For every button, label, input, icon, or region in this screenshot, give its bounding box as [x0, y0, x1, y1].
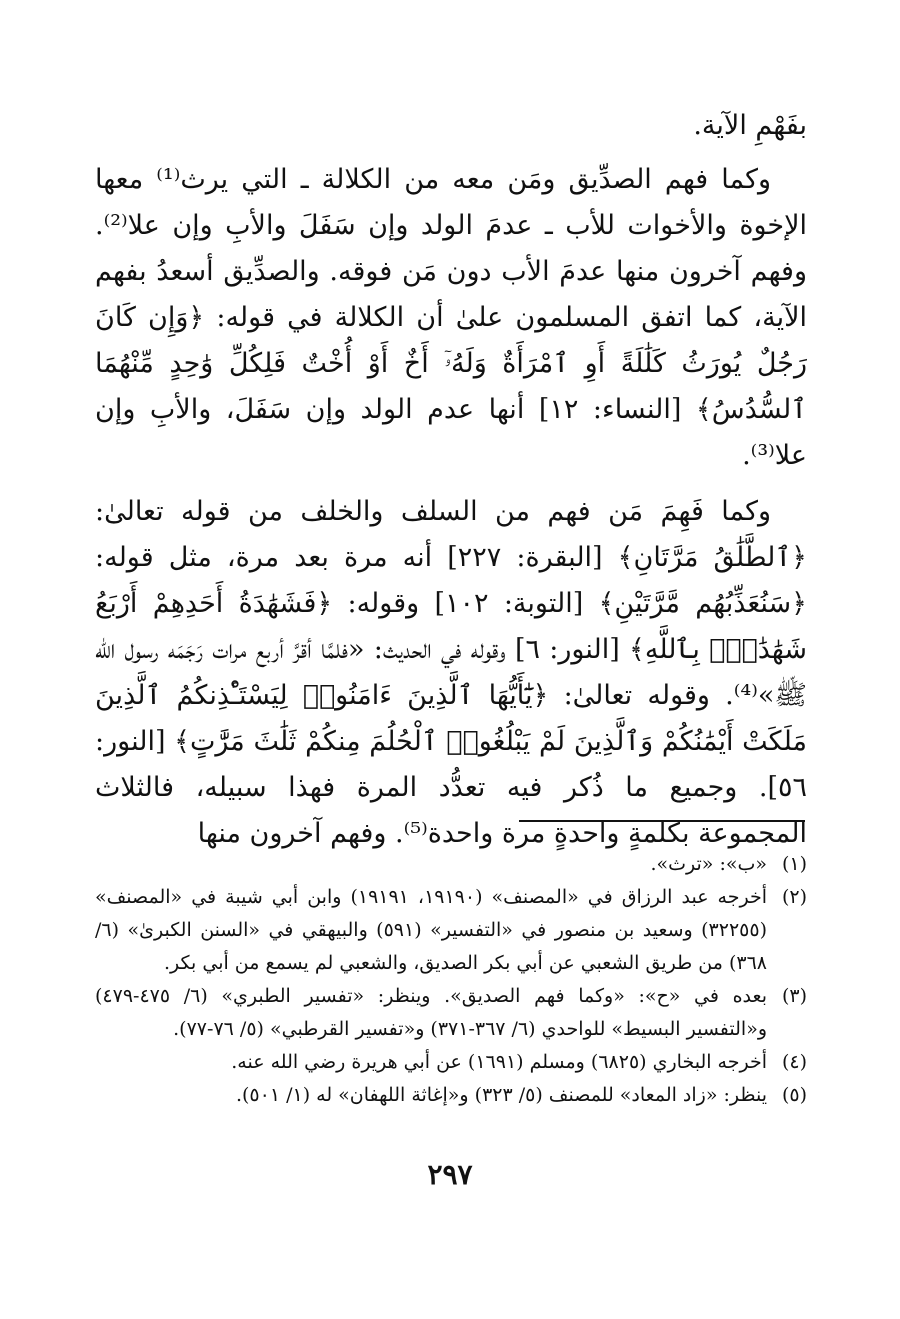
footnote-number: (١) — [781, 853, 807, 875]
footnote-divider — [519, 820, 805, 822]
footnote-3 — [95, 980, 807, 1046]
main-text — [95, 95, 807, 867]
footnote-number: (٥) — [781, 1084, 807, 1106]
footnote-5 — [95, 1079, 807, 1112]
footnote-number: (٢) — [781, 886, 807, 908]
lead-text: بفَهْمِ الآية. — [693, 110, 807, 141]
footnote-text: «ب»: «ترث». — [650, 853, 767, 875]
paragraph-1 — [95, 157, 807, 479]
footnote-4 — [95, 1046, 807, 1079]
paragraph-text: وكما فهم الصدِّيق ومَن معه من الكلالة ـ التي يرث⁽¹⁾ معها الإخوة والأخوات للأب ـ عدمَ الولد وإن سَفَلَ والأبِ وإن علا⁽²⁾. وفهم آخرون منها عدمَ الأب دون مَن فوقه. والصدِّيق أسعدُ بفهم الآية، كما اتفق المسلمون علىٰ أن الكلالة في قوله: ﴿وَإِن كَانَ رَجُلٌ يُورَثُ كَلَٰلَةً أَوِ ٱمْرَأَةٌ وَلَهُۥٓ أَخٌ أَوْ أُخْتٌ فَلِكُلِّ وَٰحِدٍ مِّنْهُمَا ٱلسُّدُسُ﴾ [النساء: ١٢] أنها عدم الولد وإن سَفَلَ، والأبِ وإن علا⁽³⁾. — [95, 164, 807, 471]
paragraph-text: وكما فَهِمَ مَن فهم من السلف والخلف من قوله تعالىٰ: ﴿ٱلطَّلَٰقُ مَرَّتَانِ﴾ [البقرة: ٢٢٧] أنه مرة بعد مرة، مثل قوله: ﴿سَنُعَذِّبُهُم مَّرَّتَيْنِ﴾ [التوبة: ١٠٢] وقوله: ﴿فَشَهَٰدَةُ أَحَدِهِمْ أَرْبَعُ شَهَٰدَٰتٍۭ بِٱللَّهِ﴾ [النور: ٦] وقوله في الحديث: «فلمَّا أقرَّ أربع مرات رَجَمَه رسول الله ﷺ»⁽⁴⁾. وقوله تعالىٰ: ﴿يَٰٓأَيُّهَا ٱلَّذِينَ ءَامَنُوا۟ لِيَسْتَـْٔذِنكُمُ ٱلَّذِينَ مَلَكَتْ أَيْمَٰنُكُمْ وَٱلَّذِينَ لَمْ يَبْلُغُوا۟ ٱلْحُلُمَ مِنكُمْ ثَلَٰثَ مَرَّٰتٍ﴾ [النور: ٥٦]. وجميع ما ذُكر فيه تعدُّد المرة فهذا سبيله، فالثلاث المجموعة بكلمةٍ واحدةٍ مرة واحدة⁽⁵⁾. وفهم آخرون منها — [95, 496, 807, 849]
footnote-text: بعده في «ح»: «وكما فهم الصديق». وينظر: «تفسير الطبري» (٦/ ٤٧٥-٤٧٩) و«التفسير البسيط» للواحدي (٦/ ٣٦٧-٣٧١) و«تفسير القرطبي» (٥/ ٧٦-٧٧). — [95, 985, 767, 1040]
paragraph-2 — [95, 489, 807, 857]
footnote-number: (٤) — [781, 1051, 807, 1073]
footnote-text: ينظر: «زاد المعاد» للمصنف (٥/ ٣٢٣) و«إغاثة اللهفان» له (١/ ٥٠١). — [235, 1084, 767, 1106]
footnote-1 — [95, 848, 807, 881]
footnote-text: أخرجه البخاري (٦٨٢٥) ومسلم (١٦٩١) عن أبي هريرة رضي الله عنه. — [231, 1051, 767, 1073]
page-number: ٢٩٧ — [427, 1158, 473, 1191]
footnote-number: (٣) — [781, 985, 807, 1007]
footnotes — [95, 848, 807, 1112]
lead-line — [95, 103, 807, 149]
footnote-2 — [95, 881, 807, 980]
footnote-text: أخرجه عبد الرزاق في «المصنف» (١٩١٩٠، ١٩١٩١) وابن أبي شيبة في «المصنف» (٣٢٢٥٥) وسعيد بن منصور في «التفسير» (٥٩١) والبيهقي في «السنن الكبرىٰ» (٦/ ٣٦٨) من طريق الشعبي عن أبي بكر الصديق، والشعبي لم يسمع من أبي بكر. — [95, 886, 767, 974]
